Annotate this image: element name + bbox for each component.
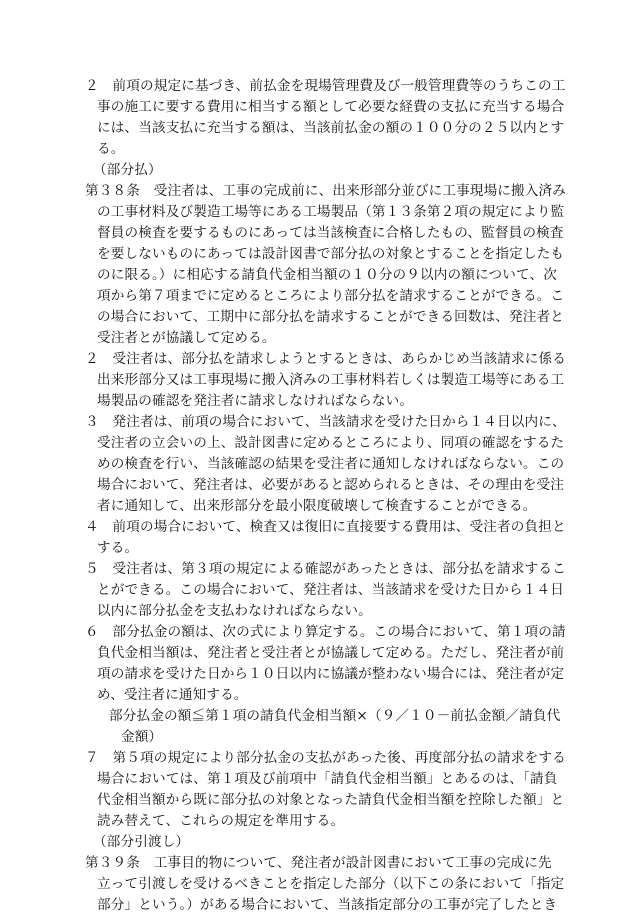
- section-heading: （部分払）: [93, 162, 162, 178]
- text-line: の場合において、工期中に部分払を請求することができる回数は、発注者と: [97, 309, 565, 325]
- text-line: めの検査を行い、当該確認の結果を受注者に通知しなければならない。この: [97, 456, 565, 472]
- formula-line: 部分払金の額≦第１項の請負代金相当額×（９／１０－前払金額／請負代: [109, 708, 561, 724]
- text-line: の工事材料及び製造工場等にある工場製品（第１３条第２項の規定により監: [97, 204, 565, 220]
- text-line: のに限る。）に相応する請負代金相当額の１０分の９以内の額について、次: [97, 267, 557, 283]
- section-heading: （部分引渡し）: [93, 834, 190, 850]
- text-line: する。: [97, 540, 139, 556]
- article-title-line: 第３８条 受注者は、工事の完成前に、出来形部分並びに工事現場に搬入済み: [85, 183, 567, 199]
- text-line: とができる。この場合において、発注者は、当該請求を受けた日から１４日: [97, 582, 565, 598]
- text-line: 受注者の立会いの上、設計図書に定めるところにより、同項の確認をするた: [97, 435, 565, 451]
- paragraph-start-line: ７ 第５項の規定により部分払金の支払があった後、再度部分払の請求をする: [85, 750, 566, 766]
- text-line: 出来形部分又は工事現場に搬入済みの工事材料若しくは製造工場等にある工: [97, 372, 565, 388]
- text-line: 立って引渡しを受けるべきことを指定した部分（以下この条において「指定: [97, 876, 565, 892]
- formula-line: 金額）: [121, 729, 163, 745]
- paragraph-start-line: ５ 受注者は、第３項の規定による確認があったときは、部分払を請求するこ: [85, 561, 566, 577]
- text-line: る。: [97, 141, 125, 157]
- paragraph-start-line: ３ 発注者は、前項の場合において、当該請求を受けた日から１４日以内に、: [85, 414, 566, 430]
- text-line: を要しないものにあっては設計図書で部分払の対象とすることを指定したも: [97, 246, 565, 262]
- text-line: 項の請求を受けた日から１０日以内に協議が整わない場合には、発注者が定: [97, 666, 565, 682]
- text-line: 受注者とが協議して定める。: [97, 330, 276, 346]
- text-line: 場合においては、第１項及び前項中「請負代金相当額」とあるのは、「請負: [97, 771, 558, 787]
- text-line: 場合において、発注者は、必要があると認められるときは、その理由を受注: [97, 477, 565, 493]
- text-line: には、当該支払に充当する額は、当該前払金の額の１００分の２５以内とす: [97, 120, 565, 136]
- text-line: ２ 前項の規定に基づき、前払金を現場管理費及び一般管理費等のうちこの工: [85, 78, 566, 94]
- text-line: 読み替えて、これらの規定を準用する。: [97, 813, 345, 829]
- text-line: め、受注者に通知する。: [97, 687, 248, 703]
- text-line: 以内に部分払金を支払わなければならない。: [97, 603, 372, 619]
- paragraph-start-line: ２ 受注者は、部分払を請求しようとするときは、あらかじめ当該請求に係る: [85, 351, 567, 367]
- text-line: 督員の検査を要するものにあっては当該検査に合格したもの、監督員の検査: [97, 225, 564, 241]
- text-line: 事の施工に要する費用に相当する額として必要な経費の支払に充当する場合: [97, 99, 565, 115]
- text-line: 者に通知して、出来形部分を最小限度破壊して検査することができる。: [97, 498, 537, 514]
- paragraph-start-line: ４ 前項の場合において、検査又は復旧に直接要する費用は、受注者の負担と: [85, 519, 566, 535]
- text-line: 項から第７項までに定めるところにより部分払を請求することができる。こ: [97, 288, 565, 304]
- text-line: 場製品の確認を発注者に請求しなければならない。: [97, 393, 414, 409]
- text-line: 代金相当額から既に部分払の対象となった請負代金相当額を控除した額」と: [97, 792, 565, 808]
- paragraph-start-line: ６ 部分払金の額は、次の式により算定する。この場合において、第１項の請: [85, 624, 566, 640]
- text-line: 部分」という。）がある場合において、当該指定部分の工事が完了したとき: [97, 897, 558, 913]
- text-line: 負代金相当額は、発注者と受注者とが協議して定める。ただし、発注者が前: [97, 645, 565, 661]
- article-title-line: 第３９条 工事目的物について、発注者が設計図書において工事の完成に先: [85, 855, 552, 871]
